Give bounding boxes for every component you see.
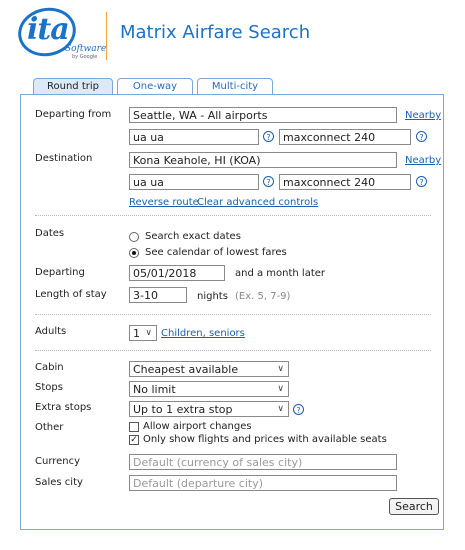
- length-of-stay-input[interactable]: 3-10: [129, 287, 187, 303]
- departing-nearby-link[interactable]: Nearby: [405, 110, 442, 121]
- currency-label: Currency: [35, 456, 81, 467]
- extra-stops-value: Up to 1 extra stop: [133, 403, 233, 416]
- destination-label: Destination: [35, 153, 93, 164]
- help-icon[interactable]: ?: [416, 176, 427, 187]
- ita-logo-by-google: by Google: [72, 54, 98, 60]
- only-available-checkbox[interactable]: [129, 435, 139, 445]
- departing-date-input[interactable]: 05/01/2018: [129, 265, 225, 281]
- calendar-label: See calendar of lowest fares: [145, 247, 287, 258]
- cabin-label: Cabin: [35, 362, 64, 373]
- cabin-select[interactable]: [129, 361, 289, 377]
- nights-text: nights: [197, 291, 228, 302]
- reverse-route-link[interactable]: Reverse route: [129, 197, 199, 208]
- section-divider: [35, 215, 431, 216]
- dates-label: Dates: [35, 228, 65, 239]
- sales-city-label: Sales city: [35, 477, 83, 488]
- currency-input[interactable]: Default (currency of sales city): [129, 454, 397, 470]
- allow-changes-label: Allow airport changes: [143, 421, 252, 432]
- tab-one-way[interactable]: One-way: [117, 78, 193, 94]
- search-form-panel: [20, 94, 444, 530]
- adults-value: 1: [133, 327, 140, 340]
- cabin-value: Cheapest available: [133, 363, 239, 376]
- sales-city-input[interactable]: Default (departure city): [129, 475, 397, 491]
- help-icon[interactable]: ?: [263, 131, 274, 142]
- only-available-label: Only show flights and prices with available seats: [143, 434, 387, 445]
- destination-airline-input[interactable]: ua ua: [129, 174, 259, 190]
- nights-hint: (Ex. 5, 7-9): [235, 291, 291, 302]
- check-icon: ✓: [130, 435, 138, 445]
- destination-input[interactable]: Kona Keahole, HI (KOA): [129, 152, 397, 168]
- exact-dates-label: Search exact dates: [145, 231, 241, 242]
- tab-round-trip[interactable]: Round trip: [33, 78, 113, 95]
- help-icon[interactable]: ?: [416, 131, 427, 142]
- departing-date-label: Departing: [35, 267, 85, 278]
- extra-stops-select[interactable]: [129, 401, 289, 417]
- ita-logo-software: Software: [65, 44, 107, 54]
- stops-value: No limit: [133, 383, 176, 396]
- month-later-text: and a month later: [235, 268, 326, 279]
- destination-nearby-link[interactable]: Nearby: [405, 155, 442, 166]
- departing-connect-input[interactable]: maxconnect 240: [279, 129, 411, 145]
- page-title: Matrix Airfare Search: [120, 22, 311, 43]
- stops-select[interactable]: [129, 381, 289, 397]
- help-icon[interactable]: ?: [263, 176, 274, 187]
- tab-multi-city[interactable]: Multi-city: [197, 78, 273, 94]
- destination-connect-input[interactable]: maxconnect 240: [279, 174, 411, 190]
- chevron-down-icon: ∨: [277, 404, 284, 414]
- departing-airline-input[interactable]: ua ua: [129, 129, 259, 145]
- calendar-radio[interactable]: [129, 248, 139, 258]
- section-divider: [35, 350, 431, 351]
- length-of-stay-label: Length of stay: [35, 289, 107, 300]
- chevron-down-icon: ∨: [277, 364, 284, 374]
- header: [0, 0, 465, 72]
- stops-label: Stops: [35, 382, 63, 393]
- section-divider: [35, 314, 431, 315]
- children-seniors-link[interactable]: Children, seniors: [161, 328, 245, 339]
- departing-from-input[interactable]: Seattle, WA - All airports: [129, 107, 397, 123]
- allow-changes-checkbox[interactable]: [129, 422, 139, 432]
- chevron-down-icon: ∨: [145, 328, 152, 338]
- extra-stops-label: Extra stops: [35, 402, 92, 413]
- chevron-down-icon: ∨: [277, 384, 284, 394]
- exact-dates-radio[interactable]: [129, 232, 139, 242]
- departing-from-label: Departing from: [35, 109, 112, 120]
- search-button[interactable]: Search: [389, 498, 439, 515]
- adults-select[interactable]: [129, 325, 157, 341]
- adults-label: Adults: [35, 326, 67, 337]
- help-icon[interactable]: ?: [293, 404, 304, 415]
- ita-logo-text: ita: [27, 12, 69, 47]
- clear-advanced-link[interactable]: Clear advanced controls: [197, 197, 319, 208]
- other-label: Other: [35, 422, 64, 433]
- header-divider: [106, 12, 107, 60]
